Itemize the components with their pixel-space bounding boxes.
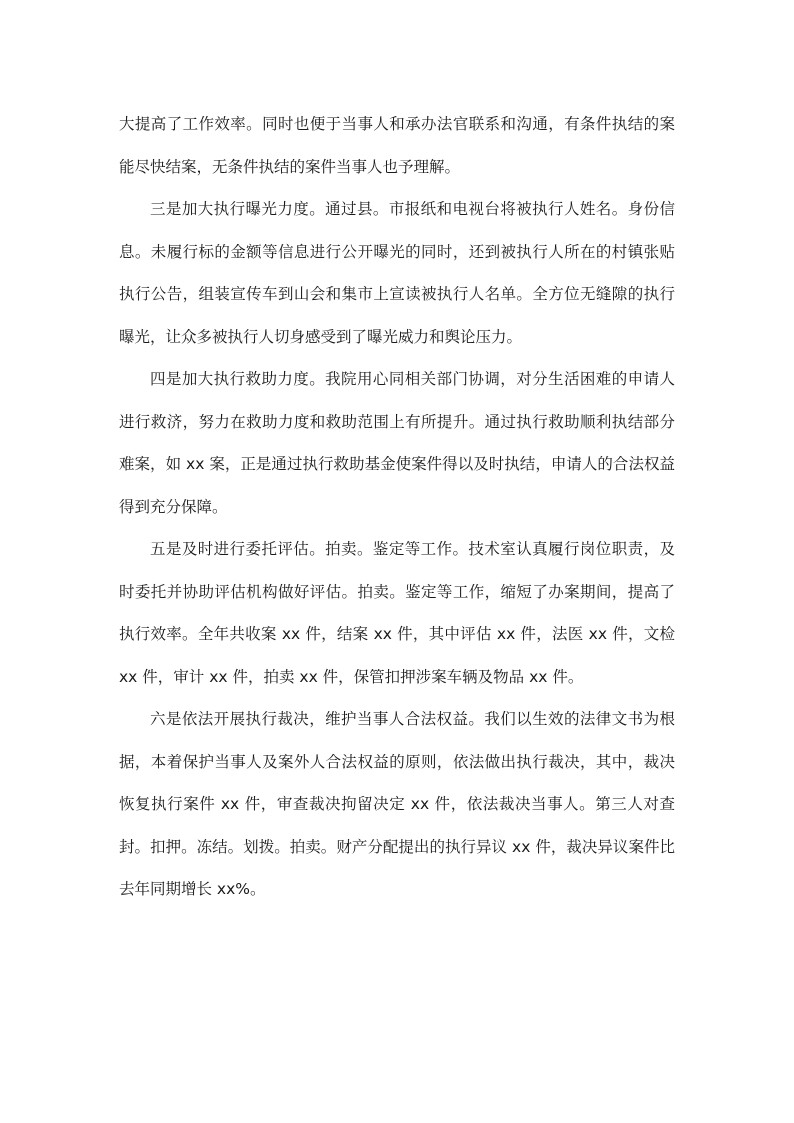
paragraph-appraisal: 五是及时进行委托评估。拍卖。鉴定等工作。技术室认真履行岗位职责，及时委托并协助评估机构做好评估。拍卖。鉴定等工作，缩短了办案期间，提高了执行效率。全年共收案 xx 件，结案 xx 件，其中评估 xx 件，法医 xx 件，文检 xx 件，审计 xx 件，拍卖 xx 件，保管扣押涉案车辆及物品 xx 件。 <box>119 540 675 686</box>
paragraph-assistance: 四是加大执行救助力度。我院用心同相关部门协调，对分生活困难的申请人进行救济，努力在救助力度和救助范围上有所提升。通过执行救助顺利执结部分难案，如 xx 案，正是通过执行救助基金使案件得以及时执结，申请人的合法权益得到充分保障。 <box>119 370 675 516</box>
document-body <box>119 103 675 911</box>
paragraph-exposure: 三是加大执行曝光力度。通过县。市报纸和电视台将被执行人姓名。身份信息。未履行标的金额等信息进行公开曝光的同时，还到被执行人所在的村镇张贴执行公告，组装宣传车到山会和集市上宣读被执行人名单。全方位无缝隙的执行曝光，让众多被执行人切身感受到了曝光威力和舆论压力。 <box>119 200 675 346</box>
paragraph-continuation: 大提高了工作效率。同时也便于当事人和承办法官联系和沟通，有条件执结的案能尽快结案，无条件执结的案件当事人也予理解。 <box>119 115 675 176</box>
paragraph-ruling: 六是依法开展执行裁决，维护当事人合法权益。我们以生效的法律文书为根据，本着保护当事人及案外人合法权益的原则，依法做出执行裁决，其中，裁决恢复执行案件 xx 件，审查裁决拘留决定 xx 件，依法裁决当事人。第三人对查封。扣押。冻结。划拨。拍卖。财产分配提出的执行异议 xx 件，裁决异议案件比去年同期增长 xx%。 <box>119 710 675 898</box>
